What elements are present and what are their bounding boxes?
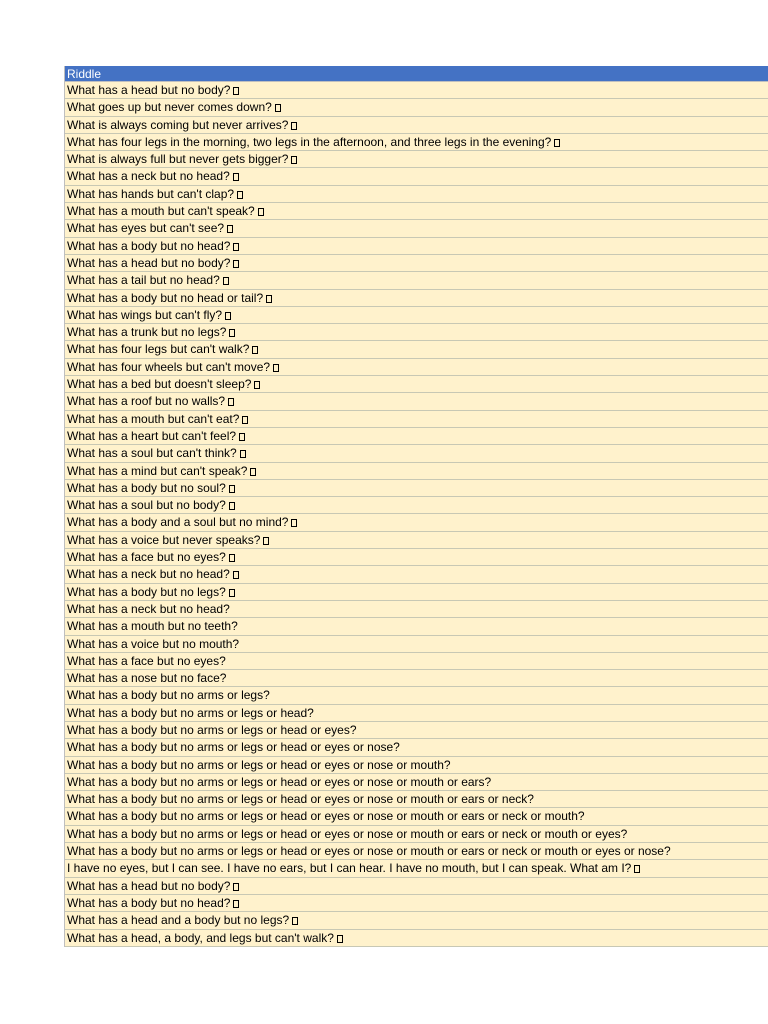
- riddle-sheet: [64, 66, 768, 947]
- table-row[interactable]: [65, 636, 768, 653]
- table-row[interactable]: [65, 134, 768, 151]
- riddle-text: What has a body but no arms or legs or head or eyes?: [67, 722, 357, 737]
- missing-glyph-icon: [233, 260, 239, 268]
- missing-glyph-icon: [229, 502, 235, 510]
- table-row[interactable]: [65, 341, 768, 358]
- riddle-text: What has eyes but can't see?: [67, 221, 225, 236]
- missing-glyph-icon: [554, 139, 560, 147]
- riddle-text: What has a soul but can't think?: [67, 446, 237, 461]
- riddle-text: What has a head but no body?: [67, 83, 231, 97]
- missing-glyph-icon: [237, 191, 243, 199]
- missing-glyph-icon: [239, 433, 245, 441]
- riddle-text: What has a body but no arms or legs or head or eyes or nose or mouth?: [67, 757, 451, 772]
- missing-glyph-icon: [229, 554, 235, 562]
- riddle-text: What has a bed but doesn't sleep?: [67, 377, 252, 392]
- table-row[interactable]: [65, 428, 768, 445]
- table-row[interactable]: [65, 220, 768, 237]
- riddle-text: What is always coming but never arrives?: [67, 117, 289, 132]
- table-row[interactable]: [65, 186, 768, 203]
- riddle-text: What goes up but never comes down?: [67, 100, 272, 115]
- missing-glyph-icon: [634, 865, 640, 873]
- table-row[interactable]: [65, 151, 768, 168]
- table-row[interactable]: [65, 930, 768, 947]
- table-row[interactable]: [65, 463, 768, 480]
- missing-glyph-icon: [227, 225, 233, 233]
- missing-glyph-icon: [273, 364, 279, 372]
- riddle-text: What has a mouth but can't eat?: [67, 411, 240, 426]
- table-row[interactable]: [65, 618, 768, 635]
- missing-glyph-icon: [242, 416, 248, 424]
- table-row[interactable]: [65, 99, 768, 116]
- table-row[interactable]: [65, 290, 768, 307]
- table-row[interactable]: [65, 843, 768, 860]
- missing-glyph-icon: [291, 122, 297, 130]
- table-row[interactable]: [65, 376, 768, 393]
- table-row[interactable]: [65, 860, 768, 877]
- table-row[interactable]: [65, 514, 768, 531]
- riddle-text: What has a mouth but no teeth?: [67, 619, 238, 634]
- riddle-rows: [65, 82, 768, 947]
- table-row[interactable]: [65, 272, 768, 289]
- riddle-text: What has a voice but never speaks?: [67, 532, 261, 547]
- riddle-text: What has a body but no arms or legs or head or eyes or nose or mouth or ears or neck or mouth or eyes or nose?: [67, 844, 671, 859]
- table-row[interactable]: [65, 566, 768, 583]
- riddle-text: What has a mouth but can't speak?: [67, 204, 255, 219]
- table-row[interactable]: [65, 168, 768, 185]
- table-row[interactable]: [65, 117, 768, 134]
- table-row[interactable]: [65, 497, 768, 514]
- riddle-text: What has a body but no soul?: [67, 480, 226, 495]
- table-row[interactable]: [65, 878, 768, 895]
- missing-glyph-icon: [258, 208, 264, 216]
- missing-glyph-icon: [228, 398, 234, 406]
- table-row[interactable]: [65, 549, 768, 566]
- riddle-text: What has a neck but no head?: [67, 169, 230, 184]
- riddle-text: What has a body but no arms or legs or head or eyes or nose?: [67, 740, 400, 755]
- table-row[interactable]: [65, 653, 768, 670]
- table-row[interactable]: [65, 532, 768, 549]
- riddle-text: What has a body and a soul but no mind?: [67, 515, 289, 530]
- riddle-text: What has a body but no arms or legs or head or eyes or nose or mouth or ears?: [67, 774, 492, 789]
- missing-glyph-icon: [250, 468, 256, 476]
- riddle-text: What has hands but can't clap?: [67, 186, 235, 201]
- table-row[interactable]: [65, 359, 768, 376]
- riddle-text: What has a body but no head?: [67, 895, 231, 910]
- table-row[interactable]: [65, 895, 768, 912]
- table-row[interactable]: [65, 705, 768, 722]
- missing-glyph-icon: [229, 589, 235, 597]
- missing-glyph-icon: [337, 935, 343, 943]
- riddle-text: What has a roof but no walls?: [67, 394, 226, 409]
- table-row[interactable]: [65, 687, 768, 704]
- missing-glyph-icon: [233, 571, 239, 579]
- riddle-text: What has a head and a body but no legs?: [67, 913, 290, 928]
- riddle-text: What has a body but no head or tail?: [67, 290, 264, 305]
- missing-glyph-icon: [233, 883, 239, 891]
- riddle-text: What has a face but no eyes?: [67, 550, 226, 565]
- table-row[interactable]: [65, 324, 768, 341]
- missing-glyph-icon: [291, 156, 297, 164]
- missing-glyph-icon: [266, 295, 272, 303]
- riddle-text: What has a body but no arms or legs or head?: [67, 705, 314, 720]
- riddle-text: What has four legs in the morning, two legs in the afternoon, and three legs in the evening?: [67, 134, 552, 149]
- missing-glyph-icon: [223, 277, 229, 285]
- table-row[interactable]: [65, 203, 768, 220]
- table-row[interactable]: [65, 584, 768, 601]
- missing-glyph-icon: [233, 173, 239, 181]
- table-row[interactable]: [65, 601, 768, 618]
- missing-glyph-icon: [252, 346, 258, 354]
- missing-glyph-icon: [240, 450, 246, 458]
- riddle-text: What has a head but no body?: [67, 255, 231, 270]
- riddle-text: What has a voice but no mouth?: [67, 636, 240, 651]
- riddle-text: I have no eyes, but I can see. I have no ears, but I can hear. I have no mouth, but I can speak. What am I?: [67, 861, 632, 876]
- riddle-text: What is always full but never gets bigger?: [67, 152, 289, 167]
- table-row[interactable]: [65, 307, 768, 324]
- riddle-text: What has a body but no legs?: [67, 584, 226, 599]
- missing-glyph-icon: [275, 104, 281, 112]
- riddle-text: What has four wheels but can't move?: [67, 359, 271, 374]
- riddle-text: What has a body but no arms or legs or head or eyes or nose or mouth or ears or neck or mouth or eyes?: [67, 826, 628, 841]
- missing-glyph-icon: [254, 381, 260, 389]
- table-row[interactable]: [65, 82, 768, 99]
- table-row[interactable]: [65, 757, 768, 774]
- riddle-text: What has a neck but no head?: [67, 567, 230, 582]
- riddle-text: What has a body but no arms or legs or head or eyes or nose or mouth or ears or neck?: [67, 792, 534, 807]
- missing-glyph-icon: [292, 917, 298, 925]
- table-row[interactable]: [65, 255, 768, 272]
- table-row[interactable]: [65, 826, 768, 843]
- missing-glyph-icon: [233, 243, 239, 251]
- missing-glyph-icon: [229, 329, 235, 337]
- riddle-text: What has a mind but can't speak?: [67, 463, 248, 478]
- table-row[interactable]: [65, 808, 768, 825]
- missing-glyph-icon: [233, 900, 239, 908]
- missing-glyph-icon: [233, 87, 239, 95]
- riddle-text: What has a nose but no face?: [67, 671, 227, 686]
- riddle-text: What has a face but no eyes?: [67, 653, 226, 668]
- table-row[interactable]: [65, 912, 768, 929]
- table-row[interactable]: [65, 411, 768, 428]
- missing-glyph-icon: [291, 519, 297, 527]
- table-row[interactable]: [65, 722, 768, 739]
- riddle-text: What has a tail but no head?: [67, 273, 220, 288]
- riddle-text: What has a neck but no head?: [67, 601, 230, 616]
- riddle-text: What has wings but can't fly?: [67, 307, 223, 322]
- riddle-text: What has a heart but can't feel?: [67, 428, 237, 443]
- missing-glyph-icon: [263, 537, 269, 545]
- table-row[interactable]: [65, 480, 768, 497]
- riddle-text: What has four legs but can't walk?: [67, 342, 250, 357]
- table-row[interactable]: [65, 238, 768, 255]
- riddle-text: What has a body but no head?: [67, 238, 231, 253]
- table-row[interactable]: [65, 393, 768, 410]
- table-row[interactable]: [65, 774, 768, 791]
- table-row[interactable]: [65, 670, 768, 687]
- riddle-text: What has a head but no body?: [67, 878, 231, 893]
- riddle-text: What has a head, a body, and legs but can't walk?: [67, 930, 334, 945]
- riddle-text: What has a body but no arms or legs or head or eyes or nose or mouth or ears or neck or mouth?: [67, 809, 585, 824]
- missing-glyph-icon: [225, 312, 231, 320]
- table-row[interactable]: [65, 445, 768, 462]
- riddle-text: What has a trunk but no legs?: [67, 325, 227, 340]
- column-header-riddle[interactable]: Riddle: [65, 66, 768, 82]
- table-row[interactable]: [65, 791, 768, 808]
- riddle-text: What has a body but no arms or legs?: [67, 688, 270, 703]
- riddle-text: What has a soul but no body?: [67, 498, 226, 513]
- missing-glyph-icon: [229, 485, 235, 493]
- table-row[interactable]: [65, 739, 768, 756]
